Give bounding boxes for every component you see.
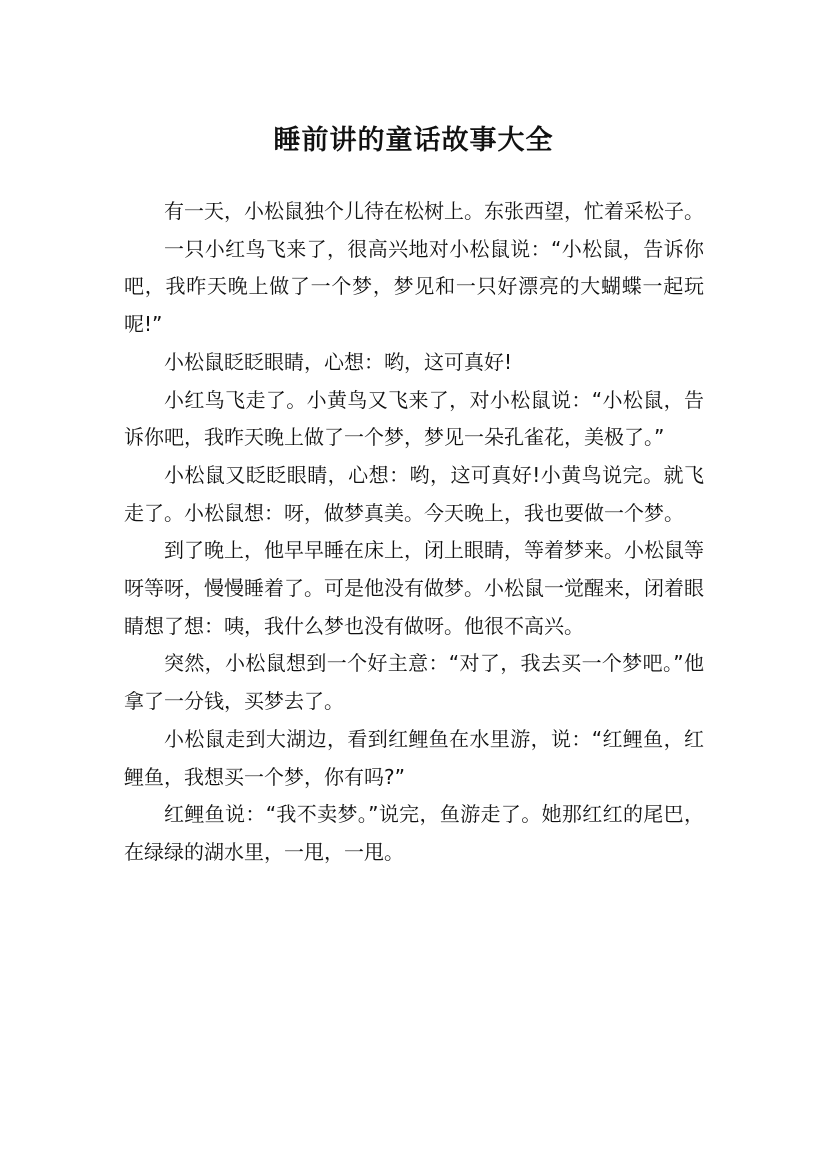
story-paragraph: 突然，小松鼠想到一个好主意：“对了，我去买一个梦吧。”他拿了一分钱，买梦去了。 (124, 651, 704, 714)
story-paragraph: 红鲤鱼说：“我不卖梦。”说完，鱼游走了。她那红红的尾巴，在绿绿的湖水里，一甩，一甩。 (124, 802, 704, 864)
story-paragraph: 有一天，小松鼠独个儿待在松树上。东张西望，忙着采松子。 (164, 199, 704, 223)
story-paragraph: 一只小红鸟飞来了，很高兴地对小松鼠说：“小松鼠，告诉你吧，我昨天晚上做了一个梦，梦见和一只好漂亮的大蝴蝶一起玩呢!” (124, 236, 704, 337)
page-title: 睡前讲的童话故事大全 (273, 125, 554, 157)
story-body (124, 193, 704, 872)
story-paragraph: 小松鼠眨眨眼睛，心想：哟，这可真好! (164, 349, 513, 374)
story-paragraph: 小松鼠走到大湖边，看到红鲤鱼在水里游，说：“红鲤鱼，红鲤鱼，我想买一个梦，你有吗?” (124, 726, 704, 789)
story-paragraph: 小松鼠又眨眨眼睛，心想：哟，这可真好!小黄鸟说完。就飞走了。小松鼠想：呀，做梦真美。今天晚上，我也要做一个梦。 (124, 462, 704, 525)
story-paragraph: 到了晚上，他早早睡在床上，闭上眼睛，等着梦来。小松鼠等呀等呀，慢慢睡着了。可是他没有做梦。小松鼠一觉醒来，闭着眼睛想了想：咦，我什么梦也没有做呀。他很不高兴。 (124, 538, 704, 638)
story-paragraph: 小红鸟飞走了。小黄鸟又飞来了，对小松鼠说：“小松鼠，告诉你吧，我昨天晚上做了一个梦，梦见一朵孔雀花，美极了。” (124, 387, 704, 450)
